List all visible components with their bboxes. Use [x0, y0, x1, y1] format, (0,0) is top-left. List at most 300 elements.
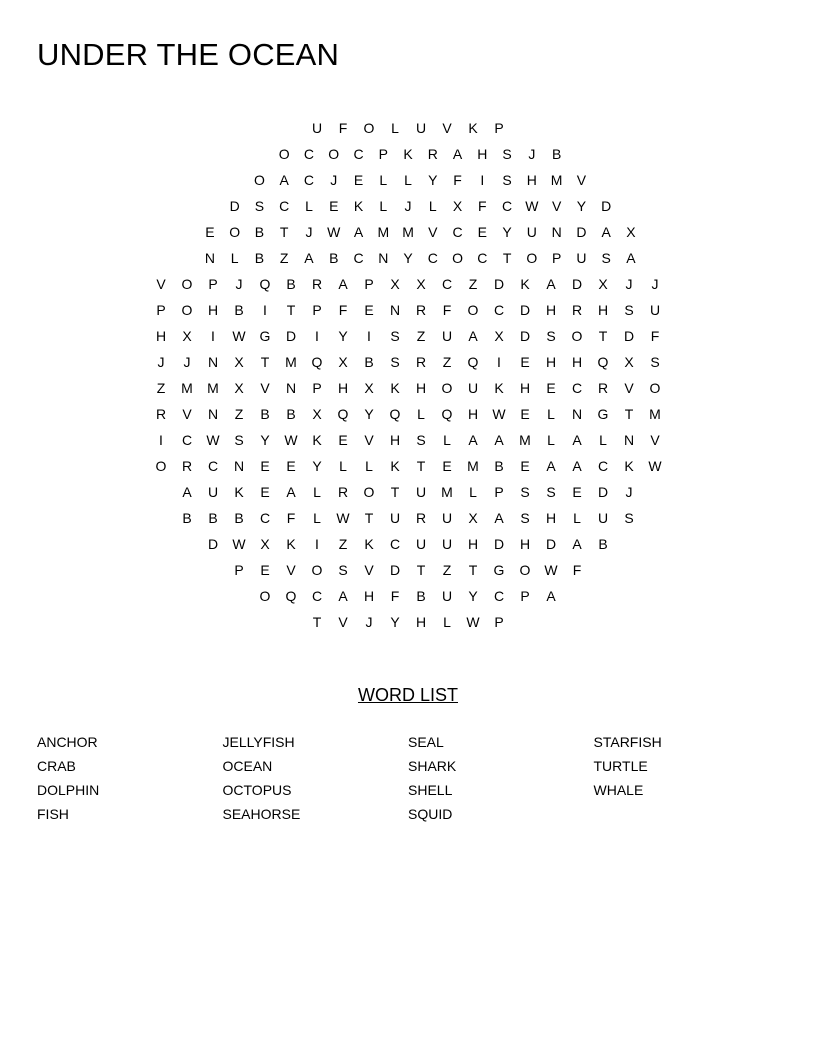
grid-letter: M — [649, 406, 661, 422]
grid-letter: C — [353, 250, 364, 266]
grid-letter — [594, 141, 619, 167]
grid-letter: X — [452, 198, 463, 214]
grid-letter: O — [181, 276, 193, 292]
grid-letter — [616, 115, 642, 141]
grid-letter: T — [416, 562, 426, 578]
grid-letter: O — [441, 380, 453, 396]
grid-letter: H — [415, 380, 427, 396]
grid-letter: N — [207, 354, 219, 370]
grid-letter: J — [235, 276, 243, 292]
grid-letter: L — [599, 432, 607, 448]
grid-letter: A — [546, 588, 556, 604]
grid-letter: I — [211, 328, 215, 344]
grid-letter: K — [286, 536, 296, 552]
grid-letter: C — [477, 250, 488, 266]
grid-letter: I — [315, 328, 319, 344]
grid-letter: L — [313, 510, 321, 526]
grid-letter: C — [427, 250, 438, 266]
grid-letter — [590, 115, 616, 141]
grid-row — [148, 115, 668, 141]
grid-letter: C — [303, 146, 315, 162]
grid-letter: X — [626, 224, 636, 240]
grid-row — [148, 297, 668, 323]
grid-letter: W — [492, 406, 506, 422]
grid-letter: A — [279, 172, 289, 188]
grid-letter: H — [545, 354, 557, 370]
grid-letter — [590, 583, 616, 609]
grid-letter: M — [441, 484, 453, 500]
grid-letter: L — [469, 484, 477, 500]
grid-letter: S — [502, 146, 512, 162]
grid-letter: O — [649, 380, 661, 396]
grid-letter: N — [389, 302, 401, 318]
grid-letter: W — [648, 458, 662, 474]
grid-letter: W — [544, 562, 558, 578]
grid-letter — [252, 115, 278, 141]
grid-letter: S — [520, 484, 530, 500]
grid-letter: S — [520, 510, 530, 526]
grid-letter: W — [206, 432, 220, 448]
grid-letter: V — [182, 406, 192, 422]
grid-letter — [174, 531, 200, 557]
grid-letter: A — [286, 484, 296, 500]
word-list-item: SQUID — [408, 806, 453, 822]
grid-letter — [512, 609, 538, 635]
grid-letter — [226, 115, 252, 141]
grid-letter: J — [625, 484, 633, 500]
grid-letter: S — [546, 484, 556, 500]
grid-letter: L — [428, 198, 437, 214]
grid-letter: S — [624, 302, 634, 318]
grid-letter: J — [651, 276, 659, 292]
grid-letter: W — [327, 224, 341, 240]
grid-letter: N — [285, 380, 297, 396]
grid-letter: L — [547, 406, 555, 422]
grid-letter: L — [391, 120, 399, 136]
word-list-item: CRAB — [37, 758, 76, 774]
grid-letter: O — [229, 224, 241, 240]
grid-letter — [642, 557, 668, 583]
grid-letter: X — [234, 354, 244, 370]
grid-letter: O — [254, 172, 265, 188]
word-list-item: SHELL — [408, 782, 453, 798]
grid-letter: V — [156, 276, 166, 292]
grid-letter: W — [336, 510, 350, 526]
grid-letter: H — [519, 380, 531, 396]
grid-letter: O — [363, 120, 375, 136]
grid-letter: N — [233, 458, 245, 474]
grid-letter — [173, 245, 198, 271]
grid-letter — [643, 141, 668, 167]
word-list-item: STARFISH — [593, 734, 662, 750]
grid-letter — [616, 583, 642, 609]
grid-letter: Z — [442, 354, 452, 370]
grid-letter: L — [573, 510, 581, 526]
grid-letter: H — [545, 510, 557, 526]
grid-letter: Q — [467, 354, 479, 370]
grid-letter: E — [477, 224, 487, 240]
grid-letter: N — [551, 224, 562, 240]
grid-letter: B — [286, 406, 296, 422]
grid-letter: H — [207, 302, 219, 318]
grid-letter: M — [377, 224, 390, 240]
grid-letter: C — [303, 172, 315, 188]
grid-letter: P — [156, 302, 166, 318]
grid-letter — [642, 583, 668, 609]
grid-letter — [200, 557, 226, 583]
grid-letter: A — [468, 432, 478, 448]
grid-letter: W — [284, 432, 298, 448]
grid-letter: I — [263, 302, 267, 318]
grid-letter: D — [519, 302, 531, 318]
grid-letter: B — [260, 406, 270, 422]
word-column — [37, 730, 223, 826]
grid-letter: E — [338, 432, 348, 448]
grid-letter: S — [234, 432, 244, 448]
grid-letter: U — [467, 380, 479, 396]
grid-letter: V — [442, 120, 452, 136]
grid-row — [148, 479, 668, 505]
grid-letter: B — [254, 224, 265, 240]
grid-letter: X — [312, 406, 322, 422]
grid-letter — [148, 193, 173, 219]
grid-letter — [198, 167, 223, 193]
grid-letter: C — [259, 510, 271, 526]
grid-letter: I — [367, 328, 371, 344]
grid-letter: A — [546, 276, 556, 292]
grid-letter: E — [286, 458, 296, 474]
grid-letter — [594, 167, 619, 193]
grid-letter: X — [598, 276, 608, 292]
grid-letter: L — [305, 198, 313, 214]
grid-letter: U — [441, 510, 453, 526]
grid-letter: E — [329, 198, 339, 214]
grid-letter — [564, 115, 590, 141]
grid-letter — [198, 141, 223, 167]
grid-letter — [148, 115, 174, 141]
grid-row — [148, 557, 668, 583]
grid-row — [148, 193, 668, 219]
grid-letter: D — [207, 536, 219, 552]
grid-letter — [252, 609, 278, 635]
grid-letter: F — [650, 328, 660, 344]
grid-letter: J — [625, 276, 633, 292]
grid-letter: J — [404, 198, 412, 214]
grid-letter: P — [378, 146, 388, 162]
grid-letter: K — [520, 276, 530, 292]
grid-letter: V — [576, 172, 587, 188]
grid-letter: A — [182, 484, 192, 500]
grid-letter: C — [353, 146, 364, 162]
grid-letter: C — [493, 588, 505, 604]
grid-letter: F — [478, 198, 487, 214]
grid-letter — [174, 115, 200, 141]
grid-letter: O — [278, 146, 290, 162]
grid-letter — [642, 531, 668, 557]
grid-letter: J — [157, 354, 165, 370]
word-search-grid — [148, 115, 668, 635]
grid-letter: V — [286, 562, 296, 578]
grid-letter: M — [402, 224, 414, 240]
grid-letter: E — [260, 484, 270, 500]
grid-letter: T — [502, 250, 512, 266]
grid-letter: K — [624, 458, 634, 474]
grid-letter: C — [597, 458, 609, 474]
grid-letter: V — [364, 432, 374, 448]
grid-row — [148, 401, 668, 427]
grid-letter: Y — [338, 328, 348, 344]
grid-letter: B — [551, 146, 562, 162]
grid-letter — [173, 219, 198, 245]
grid-row — [148, 271, 668, 297]
grid-letter: S — [338, 562, 348, 578]
grid-letter: U — [311, 120, 323, 136]
grid-letter: U — [597, 510, 609, 526]
grid-letter: T — [390, 484, 400, 500]
grid-letter: X — [364, 380, 374, 396]
grid-letter: D — [576, 224, 587, 240]
grid-letter: S — [390, 354, 400, 370]
grid-letter — [642, 479, 668, 505]
grid-letter: C — [452, 224, 463, 240]
grid-letter: F — [338, 120, 348, 136]
grid-letter: Z — [442, 562, 452, 578]
grid-letter: P — [520, 588, 530, 604]
grid-letter: V — [624, 380, 634, 396]
grid-letter — [643, 219, 668, 245]
grid-letter: O — [519, 562, 531, 578]
grid-letter: N — [623, 432, 635, 448]
grid-letter — [247, 141, 272, 167]
grid-letter — [642, 609, 668, 635]
word-list-item: SEAL — [408, 734, 444, 750]
grid-letter: A — [338, 276, 348, 292]
grid-letter: G — [597, 406, 609, 422]
grid-letter: V — [551, 198, 562, 214]
grid-letter: R — [427, 146, 438, 162]
grid-letter: C — [207, 458, 219, 474]
grid-letter: P — [312, 380, 322, 396]
grid-letter — [643, 167, 668, 193]
grid-letter: S — [254, 198, 265, 214]
grid-letter: R — [571, 302, 583, 318]
word-list-item: JELLYFISH — [222, 734, 295, 750]
grid-letter: D — [571, 276, 583, 292]
grid-letter: Y — [390, 614, 400, 630]
grid-letter — [538, 609, 564, 635]
grid-letter: J — [305, 224, 313, 240]
grid-letter: Y — [364, 406, 374, 422]
grid-letter: B — [416, 588, 426, 604]
grid-letter: O — [181, 302, 193, 318]
grid-letter: J — [183, 354, 191, 370]
grid-letter: P — [312, 302, 322, 318]
word-list-item: SEAHORSE — [222, 806, 301, 822]
word-list-heading-text: WORD LIST — [357, 685, 458, 705]
grid-letter — [148, 219, 173, 245]
grid-letter: L — [379, 172, 388, 188]
grid-letter — [222, 167, 247, 193]
grid-letter: G — [259, 328, 271, 344]
grid-letter: E — [260, 458, 270, 474]
grid-letter: F — [442, 302, 452, 318]
grid-letter: L — [417, 406, 425, 422]
grid-letter: S — [546, 328, 556, 344]
grid-letter — [200, 609, 226, 635]
grid-letter: W — [232, 328, 246, 344]
grid-letter — [148, 245, 173, 271]
grid-letter: F — [453, 172, 462, 188]
grid-letter — [174, 557, 200, 583]
grid-letter: H — [155, 328, 167, 344]
grid-letter: H — [571, 354, 583, 370]
grid-letter: O — [311, 562, 323, 578]
grid-letter: Y — [260, 432, 270, 448]
grid-letter — [148, 479, 174, 505]
grid-letter: Z — [234, 406, 244, 422]
grid-letter: L — [313, 484, 321, 500]
word-list-heading — [0, 684, 816, 706]
grid-letter: T — [286, 302, 296, 318]
grid-letter: K — [390, 380, 400, 396]
grid-letter — [148, 609, 174, 635]
grid-letter: R — [415, 354, 427, 370]
grid-letter: S — [390, 328, 400, 344]
grid-letter: M — [550, 172, 563, 188]
grid-letter: N — [204, 250, 215, 266]
grid-letter — [569, 141, 594, 167]
grid-letter: J — [365, 614, 373, 630]
word-column — [223, 730, 409, 826]
grid-letter: W — [525, 198, 539, 214]
grid-letter: M — [519, 432, 531, 448]
grid-letter: K — [312, 432, 322, 448]
grid-letter: U — [441, 588, 453, 604]
grid-letter: U — [415, 120, 427, 136]
grid-letter: R — [597, 380, 609, 396]
grid-letter: I — [480, 172, 485, 188]
grid-letter: O — [328, 146, 340, 162]
grid-letter: M — [467, 458, 479, 474]
grid-letter: E — [520, 458, 530, 474]
grid-letter: F — [572, 562, 582, 578]
grid-letter — [590, 557, 616, 583]
grid-letter: M — [285, 354, 297, 370]
grid-letter: K — [403, 146, 413, 162]
grid-letter: Y — [468, 588, 478, 604]
grid-letter: C — [279, 198, 290, 214]
grid-letter: S — [601, 250, 611, 266]
grid-letter — [148, 583, 174, 609]
grid-letter: V — [650, 432, 660, 448]
grid-letter: N — [571, 406, 583, 422]
grid-letter: E — [520, 406, 530, 422]
grid-letter: M — [181, 380, 193, 396]
grid-letter: B — [254, 250, 265, 266]
grid-letter: D — [493, 276, 505, 292]
grid-letter — [174, 583, 200, 609]
grid-letter: E — [442, 458, 452, 474]
grid-letter — [642, 115, 668, 141]
grid-letter: L — [404, 172, 412, 188]
grid-letter: A — [626, 250, 636, 266]
grid-letter: B — [208, 510, 218, 526]
grid-letter: Y — [428, 172, 438, 188]
grid-letter: D — [601, 198, 612, 214]
grid-letter — [642, 505, 668, 531]
grid-letter — [538, 115, 564, 141]
grid-letter — [173, 167, 198, 193]
grid-letter: D — [493, 536, 505, 552]
grid-letter: C — [571, 380, 583, 396]
page-title: UNDER THE OCEAN — [37, 37, 340, 72]
grid-row — [148, 167, 668, 193]
grid-letter: R — [181, 458, 193, 474]
grid-letter: T — [364, 510, 374, 526]
grid-letter: O — [526, 250, 538, 266]
grid-letter: Y — [502, 224, 512, 240]
grid-letter: V — [260, 380, 270, 396]
grid-letter: Y — [312, 458, 322, 474]
grid-letter: A — [468, 328, 478, 344]
grid-letter: W — [232, 536, 246, 552]
grid-letter: K — [494, 380, 504, 396]
grid-letter: H — [363, 588, 375, 604]
grid-letter — [226, 583, 252, 609]
grid-row — [148, 583, 668, 609]
grid-letter: C — [389, 536, 401, 552]
grid-letter: B — [364, 354, 374, 370]
grid-letter: P — [208, 276, 218, 292]
grid-row — [148, 505, 668, 531]
grid-letter — [619, 141, 644, 167]
grid-letter: S — [624, 510, 634, 526]
grid-letter: D — [389, 562, 401, 578]
grid-letter — [512, 115, 538, 141]
grid-letter: R — [415, 510, 427, 526]
grid-letter: Z — [468, 276, 478, 292]
grid-row — [148, 245, 668, 271]
grid-letter: X — [494, 328, 504, 344]
grid-letter: D — [623, 328, 635, 344]
grid-letter: H — [545, 302, 557, 318]
grid-letter: A — [353, 224, 364, 240]
grid-letter: L — [379, 198, 388, 214]
grid-letter — [616, 557, 642, 583]
grid-letter — [619, 167, 644, 193]
grid-letter: E — [546, 380, 556, 396]
grid-letter: E — [353, 172, 364, 188]
grid-letter: V — [338, 614, 348, 630]
grid-letter: D — [545, 536, 557, 552]
grid-letter: O — [452, 250, 464, 266]
grid-letter: T — [260, 354, 270, 370]
grid-letter: U — [389, 510, 401, 526]
grid-letter: C — [311, 588, 323, 604]
word-list-item: WHALE — [593, 782, 644, 798]
grid-letter: T — [416, 458, 426, 474]
grid-letter: Y — [403, 250, 413, 266]
grid-letter: T — [468, 562, 478, 578]
word-list-item: OCEAN — [222, 758, 273, 774]
grid-letter: A — [572, 432, 582, 448]
grid-letter: O — [571, 328, 583, 344]
grid-letter: X — [182, 328, 192, 344]
grid-letter: E — [520, 354, 530, 370]
word-list-item: TURTLE — [593, 758, 648, 774]
grid-letter: D — [285, 328, 297, 344]
grid-letter: X — [234, 380, 244, 396]
